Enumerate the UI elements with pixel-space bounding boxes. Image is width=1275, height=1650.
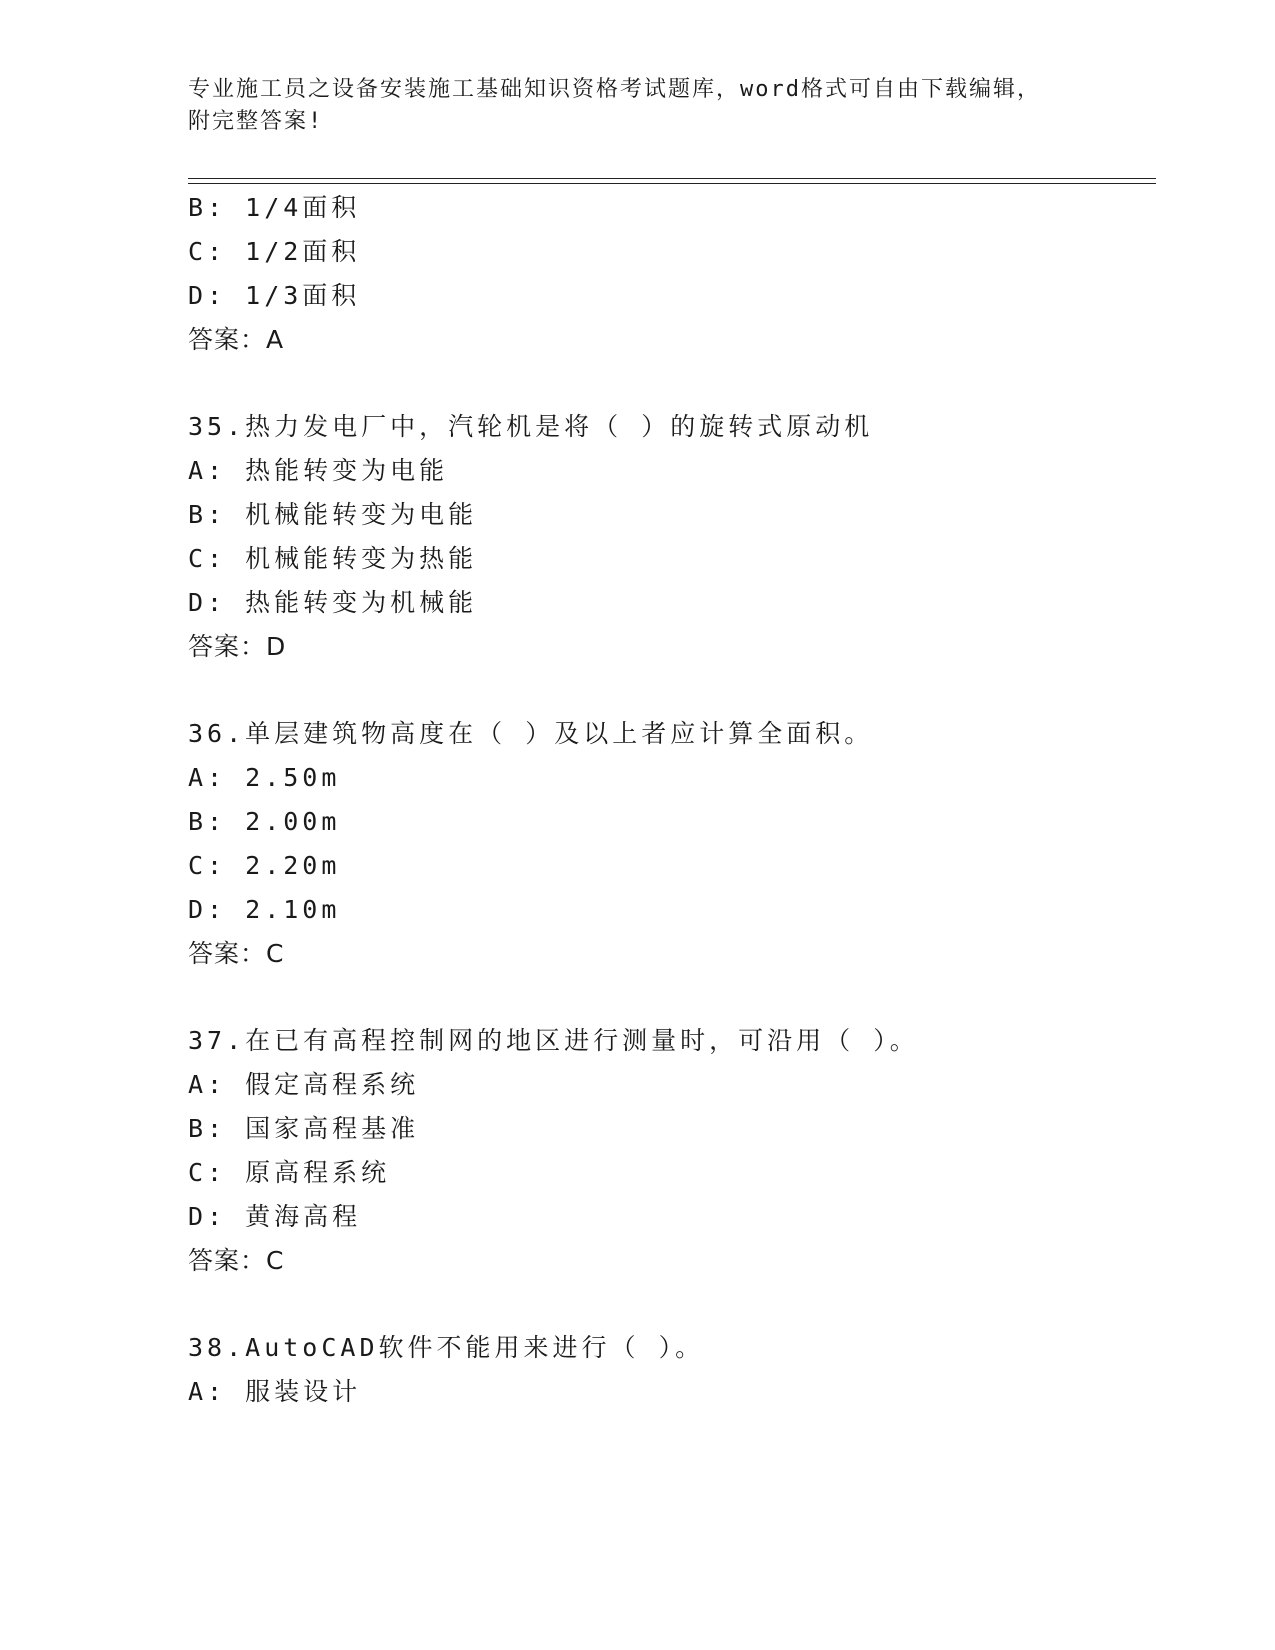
answer: 答案：C: [188, 1246, 285, 1275]
header-line-2: 附完整答案!: [188, 109, 324, 134]
document-header: [188, 74, 1068, 138]
answer: 答案：C: [188, 939, 285, 968]
option-c: C: 机械能转变为热能: [188, 544, 478, 573]
option-a: A: 热能转变为电能: [188, 456, 449, 485]
answer: 答案：D: [188, 632, 287, 661]
option-a: A: 2.50m: [188, 763, 341, 792]
header-divider-top: [188, 178, 1156, 179]
answer: 答案：A: [188, 325, 285, 354]
question-37: 37.在已有高程控制网的地区进行测量时，可沿用（ ）。: [188, 1026, 919, 1055]
option-d: D: 热能转变为机械能: [188, 588, 478, 617]
option-b: B: 国家高程基准: [188, 1114, 420, 1143]
option-c: C: 2.20m: [188, 851, 341, 880]
question-38: 38.AutoCAD软件不能用来进行（ ）。: [188, 1333, 705, 1362]
option-b: B: 1/4面积: [188, 193, 361, 222]
option-d: D: 2.10m: [188, 895, 341, 924]
option-c: C: 原高程系统: [188, 1158, 391, 1187]
header-line-1: 专业施工员之设备安装施工基础知识资格考试题库，word格式可自由下载编辑，: [188, 77, 1041, 102]
question-36: 36.单层建筑物高度在（ ）及以上者应计算全面积。: [188, 719, 874, 748]
option-b: B: 机械能转变为电能: [188, 500, 478, 529]
question-35: 35.热力发电厂中，汽轮机是将（ ）的旋转式原动机: [188, 412, 874, 441]
option-d: D: 黄海高程: [188, 1202, 362, 1231]
header-divider-bottom: [188, 183, 1156, 184]
option-d: D: 1/3面积: [188, 281, 361, 310]
option-a: A: 假定高程系统: [188, 1070, 420, 1099]
option-c: C: 1/2面积: [188, 237, 361, 266]
option-a: A: 服装设计: [188, 1377, 362, 1406]
option-b: B: 2.00m: [188, 807, 341, 836]
